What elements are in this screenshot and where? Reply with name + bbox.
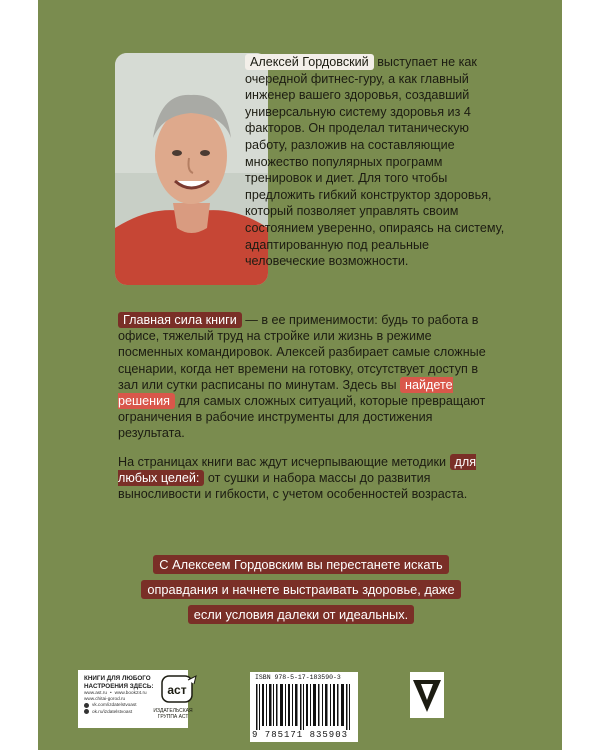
description-paragraph-2 xyxy=(118,454,488,503)
publisher-name xyxy=(151,708,195,720)
ok-icon xyxy=(84,709,89,714)
callout-line-3: если условия далеки от идеальных. xyxy=(188,605,414,624)
description-paragraph-1 xyxy=(118,312,488,442)
link-chitai-gorod-text: www.chitai-gorod.ru xyxy=(84,696,126,702)
link-vk-text: vk.com/izdatelstvoast xyxy=(92,702,137,708)
link-ok-text: ok.ru/izdatelstvoast xyxy=(92,708,133,714)
link-ast[interactable]: www.ast.ru • www.book24.ru xyxy=(84,690,147,695)
links-heading-line-1: КНИГИ ДЛЯ ЛЮБОГО xyxy=(84,675,151,682)
barcode-number: 9 785171 835903 xyxy=(252,730,349,740)
links-heading-line-2: НАСТРОЕНИЯ ЗДЕСЬ: xyxy=(84,682,154,690)
book-description xyxy=(118,312,488,514)
callout-quote xyxy=(116,552,486,627)
link-book24-text: www.book24.ru xyxy=(114,690,147,695)
author-bio xyxy=(245,54,507,270)
highlight-main-strength: Главная сила книги xyxy=(118,312,242,328)
link-ast-text: www.ast.ru xyxy=(84,690,107,695)
paragraph-2-text-a: На страницах книги вас ждут исчерпывающие методики xyxy=(118,454,450,469)
svg-text:аст: аст xyxy=(167,683,187,697)
publisher-name-line-1: ИЗДАТЕЛЬСКАЯ xyxy=(153,708,193,714)
highlight-any-goals: для любых целей: xyxy=(118,454,477,485)
paragraph-1-text-a: — в ее применимости: будь то работа в офисе, тяжелый труд на стройке или жизнь в режиме посменных командировок. Алексей разбирает самые сложные сценарии, когда нет времени на готовку, отсутствует доступ в зал или сутки расписаны по минутам. Здесь вы xyxy=(118,313,486,392)
v-publisher-logo-icon xyxy=(410,672,444,718)
vk-icon xyxy=(84,703,89,708)
isbn-text: ISBN 978-5-17-183590-3 xyxy=(255,674,341,681)
callout-line-1: С Алексеем Гордовским вы перестанете искать xyxy=(153,555,448,574)
publisher-name-line-2: ГРУППА АСТ xyxy=(157,714,189,720)
ast-logo-icon xyxy=(160,674,200,704)
author-bio-text: выступает не как очередной фитнес-гуру, а как главный инженер вашего здоровья, создавший универсальную систему здоровья из 4 факторов. Он проделал титаническую работу, разложив на составляющие множество популярных программ тренировок и диет. Для того чтобы предложить гибкий конструктор здоровья, который позволяет управлять своим состоянием уверенно, опираясь на систему, адаптированную под реальные человеческие возможности. xyxy=(245,55,505,269)
paragraph-1-text-b: для самых сложных ситуаций, которые превращают ограничения в рабочие инструменты для достижения результата. xyxy=(118,394,486,441)
book-back-cover xyxy=(38,0,562,750)
paragraph-2-text-b: от сушки и набора массы до развития выносливости и гибкости, с учетом особенностей возраста. xyxy=(118,470,468,502)
callout-line-2: оправдания и начнете выстраивать здоровье, даже xyxy=(141,580,460,599)
highlight-find-solutions: найдете решения xyxy=(118,377,453,409)
author-name: Алексей Гордовский xyxy=(245,54,374,70)
